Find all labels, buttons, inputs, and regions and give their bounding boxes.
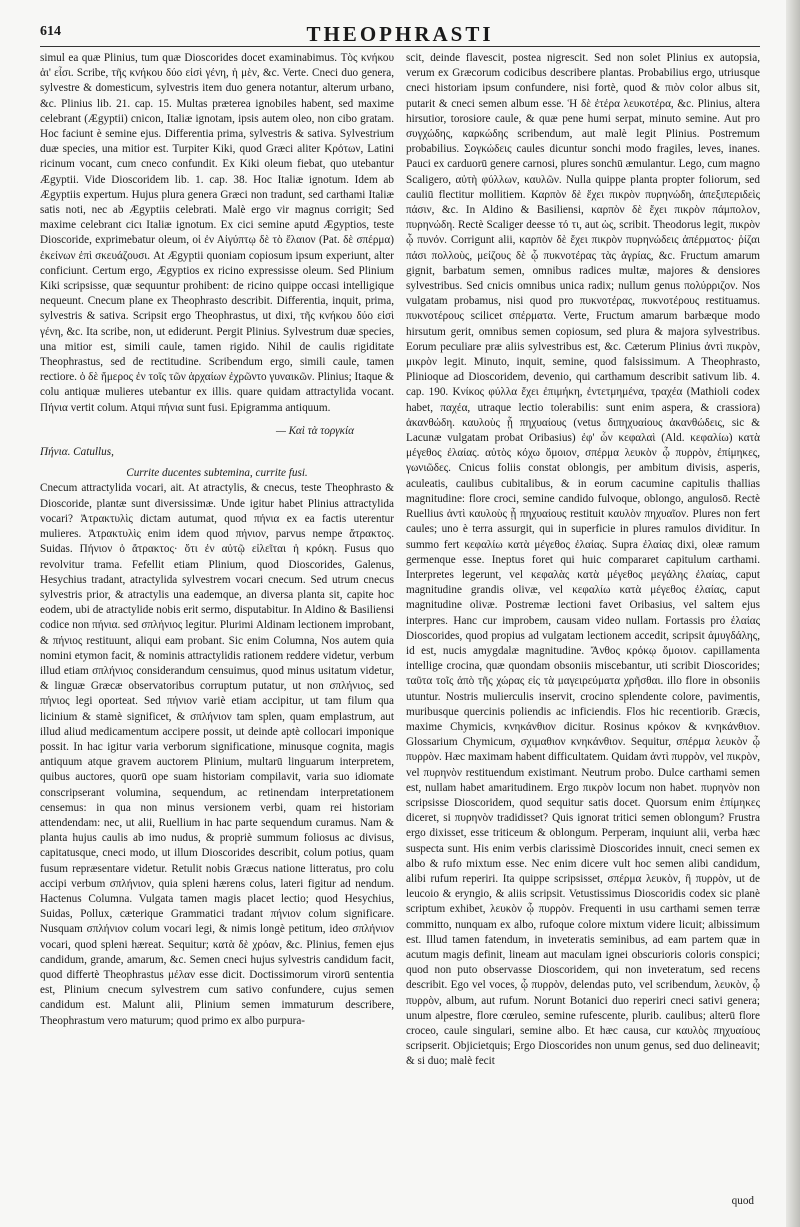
- left-column: [40, 51, 394, 1191]
- catchword: quod: [731, 1195, 754, 1207]
- page-number: 614: [40, 24, 61, 39]
- epigram-line-2: Πήνια. Catullus,: [40, 446, 114, 459]
- epigram-line-3: Currite ducentes subtemina, currite fusi.: [126, 467, 308, 480]
- epigram-line-1: — Καὶ τὰ τοργκία: [275, 424, 354, 437]
- text-columns: [40, 51, 760, 1191]
- left-paragraph-2: Cnecum attractylida vocari, ait. At atractylis, & cnecus, teste Theophrasto & Dioscoride, plantæ sunt diversissimæ. Unde igitur habet Plinius attractylida vocari? Ἀτρακτυλὶς dictam autumat, quod πήνια ex ea factis uterentur mulieres. Ἀτρακτυλὶς enim idem quod πήνιον, parvus nempe ἄτρακτος. Suidas. Πήνιον ὁ ἄτρακτος· ὅτι ἐν αὐτῷ εἰλεῖται ἡ κρόκη. Fusus quo revolvitur trama. Fefellit etiam Plinium, quod Dioscorides, Galenus, Hesychius tradant, atractylida sylvestrem vocari cnecum. Sed utrum cnecus sylvestris prior, & atractylis una eademque, an diversa planta sit, capite hoc eodem, ubi de atractylide nobis erit sermo, disputabitur. In Aldino & Basiliensi codice non πήνια. sed σπλήνιος legitur. Plurimi Aldinam lectionem improbant, & πήνιος restituunt, aliqui eam probant. Sic enim Columna, Nos autem quia nomini etymon facit, & nominis attractylidis rationem reddere videtur, verbum illud etiam σπλήνιος considerandum censuimus, quod minus usitatum videtur, & linguæ Græcæ observatoribus corruptum putatur, ut non σπλήνιος, sed πήνιος legi oporteat. Sed πήνιον variè etiam accipitur, ut tam filum qua licinium & stamè significet, & σπλήνιον tam splen, quam emplastrum, aut illud aliud medicamentum accipere possit, ut deinde aptè collocari imponique possit. In hac igitur varia verborum significatione, minusque cognita, magis antiquum atque gravem auctorem Plinium, multarū linguarum interpretem, quibus auctores, quorū ope suam historiam compilavit, varia suo idiomate conscripserant volumina, sequendum, ac retinendam interpretationem censemus: in qua non minus versionem verbi, quam rei historiam attendendam: nec, ut alii, Ruellium in hac parte sequendum curamus. Nam & planta hujus caulis ab imo nudus, & propriè summum foliosus ac divisus, capitatusque, cneci modo, ut illum Dioscorides describit, colum potius, quam fusum repræsentare videtur. Retulit nobis Græcus natione litteratus, pro colu accipi verbum σπλήνιον, quia spleni hærens colus, lateri figitur ad nendum. Hactenus Columna. Vulgata tamen magis placet lectio; quod Hesychius, Suidas, Pollux, cæterique Grammatici tradant πήνιον colum significare. Nusquam σπλήνιον colum vocari legi, & nimis longè petitum, ideo σπλήνιον vocari, quod spleni hæreat. Sequitur; κατὰ δὲ χρόαν, &c. Plinius, femen ejus candidum, grande, amarum, &c. Semen cneci hujus sylvestris candidum facit, quod differtè Theophrastus μέλαν esse dicit. Doctissimorum virorū sententia est, Plinium cnecum sylvestrem cum sativo confundere, cujus semen candidum est. Malunt alii, Plinium semen immaturum describere, Theophrastum vero maturum; quod primo ex albo purpura-: [40, 482, 394, 1027]
- epigram: [40, 424, 394, 482]
- right-column: [406, 51, 760, 1191]
- right-paragraph-1: scit, deinde flavescit, postea nigrescit. Sed non solet Plinius ex autopsia, verum ex Græcorum codicibus describere plantas. Probabilius ergo, utriusque cneci historiam ipsum confundere, nisi fortè, quod & πιὸν color albus sit, putarit & cneci semen album esse. Ἡ δὲ ἐτέρα λευκοτέρα, &c. Plinius, altera hirsutior, torosiore caule, & quæ pene humi serpat, minuto semine. Aut pro συγχώδης, καρκώδης scribendum, aut malè legit Plinius. Postremum probabilius. Σογκώδεις caules dicuntur sonchi modo fragiles, leves, inanes. Pauci ex carduorū genere carnosi, plures sonchū æmulantur. Lego, cum magno Scaligero, αὐτὴ φύλλων, καυλῶν. Nulla quippe planta propter foliorum, sed cauliū flectitur mollitiem. Καρπὸν δὲ ἔχει πικρὸν πυρηνώδη, ἀπεξιπεριδεὶς πάσιν, &c. In Aldino & Basiliensi, καρπὸν δὲ ἔχει πικρὸν πάμπολον, πυρηνώδη. Rectè Scaliger deesse τό τι, aut ὡς, scribit. Theodorus legit, πικρὸν ᾧ πυνόν. Corrigunt alii, καρπὸν δὲ ἔχει πικρὸν πυρηνώδεις ἀπέρματος· ῥίζαι πάσι πολλοὺς, μείζους δὲ ᾧ πυκνοτέρας τὰς ἀγρίας, &c. Fructum amarum gignit, barbatum semen, omnibus radices multæ, majores & densiores sylvestribus. Sed cnicis omnibus unica radix; nullum genus πολύρριζον. Nos vulgatam probamus, nisi quod pro πυκνοτέρας, πυκνοτέρους restituamus. πυκνοτέρους scilicet σπέρματα. Verte, Fructum amarum barbæque modo hirsutum gerit, omnibus semen copiosum, sed plura & majora sylvestribus. Eorum peculiare præ aliis sylvestribus est, &c. Cæterum Plinius ἀντὶ πικρὸν, μικρὸν legit. Minuto, inquit, semine, quod falsissimum. A Theophrasto, Plinioque ad Dioscoridem, devenio, qui carthamum describit sativum lib. 4. cap. 190. Κνίκος φύλλα ἔχει ἐπιμήκη, ἐντετμημένα, τραχέα (Mathioli codex habet, παχέα, utraque lectio tolerabilis: sunt enim aspera, & crassiora) ἀκανθώδη. καυλοὺς ᾗ πηχυαίους (vetus διπηχυαίους ἀκανθώδεις, sic & Lacunæ vulgatam probat Oribasius) ἐφ' ὧν κεφαλαὶ (Ald. κεφαλίω) κατὰ μέγεθος ἐλαίας. αὐτὸς κόχω ὅμοιον, σπέρμα λευκὸν ᾧ πυρρὸν, ἐπίμηκες, γωνιῶδες. Cnicus foliis constat oblongis, per ambitum divisis, asperis, aculeatis, caulibus cubitalibus, & in eorum cacumine capitulis thallias magnitudine: flore croci, semine candido fulvoque, oblongo, angulosō. Rectè Ruellius ἀντὶ καυλοὺς ᾗ πηχυαίους restituit καυλὸν πηχυαῖον. Plures non fert caules; uno è terra assurgit, qui in superficie in plures ramulos dividitur. In summo fert κεφαλίω κατὰ μέγεθος ἐλαίας. Supra ἐλαίας dixi, oleæ ramum germenque esse. Ineptus foret qui huic compararet capitulum carthami. Interpretes legerunt, vel κεφαλὰς κατὰ μέγεθος μεγάλης ἐλαίας, caput magnitudine grandis olivæ, vel κεφαλίω κατὰ μέγεθος ἐλαίας, caput magnitudine olivæ. Postremæ lectioni favet Oribasius, vel saltem ejus interpres. Hanc cur improbem, causam video nullam. Fortassis pro ἐλαίας Dioscorides, quod propius ad vulgatam lectionem accedit, scripsit ἀμυγδάλης, id est, nucis amygdalæ magnitudine. Ἄνθος κρόκῳ ὅμοιον. capillamenta intellige crocina, quæ quondam obsoniis miscebantur, uti scribit Dioscorides; ταῦτα τοῖς ἀπὸ τῆς χώρας εἰς τὰ μαγειρεύματα χρῆσθαι. illo flore in obsoniis utuntur. Nostris mulierculis inservit, crocino splendente colore, pavimentis, muribusque quercinis poliendis ac inficiendis. Flos hic recentiorib. Græcis, maxime Chymicis, κνηκάνθιον dicitur. Rosinus κρόκον & κνηκάνθιον. Glossarium Chymicum, σχιμαθιον κνηκάνθιον. Sequitur, σπέρμα λευκὸν ᾧ πυρρὸν. Hæc maximam habent difficultatem. Quidam ἀντὶ πυρρὸν, vel πικρὸν, vel πυρηνὸν restituendum existimant. Neutrum probo. Dulce carthami semen est, nullam habet amaritudinem. Ergo πικρὸν locum non habet. πυρηνὸν non scripsisse Dioscoridem, quod sequitur satis docet. Quorsum enim ἐπίμηκες diceret, si πυρηνὸν tradidisset? Quis ignorat tritici semen oblongum? Frustra ergo dixisset, esse triticeum & oblongum. Perperam, inquiunt alii, verba hæc suspecta sunt. His enim verbis clarissimè Dioscorides innuit, cneci semen ex albo & rufo mixtum esse. Nec enim dicere vult hoc semen alibi candidum, alibi rufum reperiri. Ita quippe scripsisset, σπέρμα λευκὸν, ἢ πυρρὸν, ut de leucoio & eryngio, & aliis scripsit. Vetustissimus Dioscoridis codex sic planè scriptum exhibet, λευκὸν ᾧ πυρρὸν. Frequenti in usu carthami semen terræ committo, nunquam ex albo, rufoque colore mixtum videre licuit; albissimum est. Illud tamen fatendum, in inveteratis seminibus, ad eam partem quæ in acutum magis definit, lineam aut maculam ignei obscurioris coloris conspici; quod non puto observasse Dioscoridem, qui non inveteratum, sed recens describit. Ego vel voces, ᾧ πυρρὸν, delendas puto, vel scribendum, λευκὸν, ᾧ πυρρὸν, album, aut rufum. Norunt Botanici duo reperiri cneci sativi genera; unum alpestre, flore cœruleo, semine rufescente, plurib. caulibus; alterū flore croceo, caule singulari, semine albo. Et hæc causa, cur καυλὸς πηχυαίους scripserit. Objicietquis; Ergo Dioscorides non unum genus, sed duo delineavit; & si duo; malè fecit: [406, 52, 760, 1068]
- left-paragraph-1: simul ea quæ Plinius, tum quæ Dioscorides docet examinabimus. Τὸς κνήκου ἁι' εἶσι. Scribe, τῆς κνήκου δύο εἰσὶ γένη, ἡ μὲν, &c. Verte. Cneci duo genera, sylvestre & domesticum, sylvestris item duo genera notantur, alterum urbano, &c. Plinius lib. 21. cap. 15. Multas præterea ignobiles habent, sed maxime celebrant (Ægyptii) cnicon, Italiæ ignotam, ipsis autem oleo, non cibo gratam. Hoc faciunt è semine ejus. Differentia prima, sylvestris & sativa. Sylvestrium duæ species, una mitior est. Turpiter Kiki, quod Græci aliter Κρότων, Latini ricinum vocant, cum cneco confundit. Ex Kiki oleum fiebat, quo utebantur Ægyptii. Vide Dioscoridem lib. 1. cap. 38. Hoc Italiæ ignotum. Idem ab Ægyptiis expertum. Hujus plura genera Græci non tradunt, sed carthami Italiæ satis noti, nec ab Ægyptiis celebrati. Malè ergo vir magnus corrigit; Sed maxime celebrant cicι Italiæ ignotum. Ex cici semine aputd Ægyptios, teste Dioscoride, exprimebatur oleum, οἱ ἐν Αἰγύπτῳ δὲ τὸ ἔλαιον (Pat. δὲ σπέρμα) ἐκείνων ἐπὶ σκευάζουσι. At Ægyptii quoniam copiosum ipsum experiunt, alter conficiunt. Certum ergo, Ægyptios ex ricino expressisse oleum. Sed Plinium Kiki scripsisse, quæ sequuntur prohibent: de ricino quippe occasi intelligique nequeunt. Cnecum plane ex Theophrasto describit. Differentia, inquit, prima, sylvestris & sativa. Scripsit ergo Theophrastus, ut dixi, τῆς κνήκου δύο εἰσὶ γένη, &c. Ita scribe, non, ut ediderunt. Pergit Plinius. Sylvestrum duæ species, una mitior est, simili caule, tamen rigido. Nihil de caulis rigiditate Theophrastus, sed de rectitudine. Scribendum ergo, simili caule, tamen rectiore. ὁ δὲ ἥμερος ἐν τοῖς τῶν ἀρχαίων ἐχρῶντο γυναικῶν. Plinius; Itaque & colu antiquæ mulieres utebantur ex illis. quare quidam attractylida vocant. Πήνια vertit colum. Atqui πήνια sunt fusi. Epigramma antiquum.: [40, 52, 394, 414]
- page-spine-shadow: [786, 0, 800, 1227]
- running-title: THEOPHRASTI: [306, 22, 494, 46]
- page-header: [40, 22, 760, 47]
